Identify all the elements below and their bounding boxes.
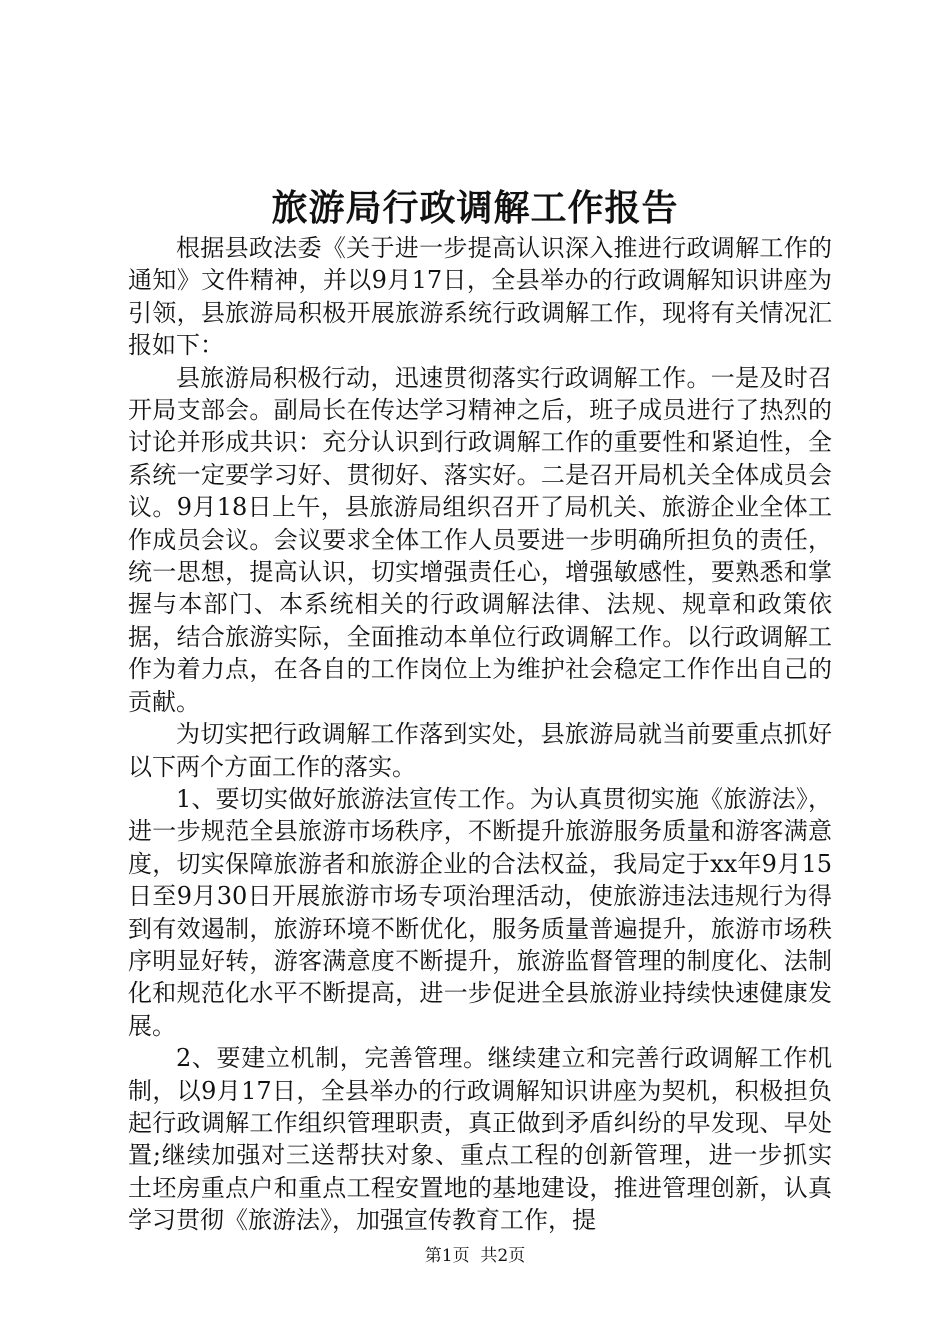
paragraph-focus: 为切实把行政调解工作落到实处，县旅游局就当前要重点抓好以下两个方面工作的落实。 [128, 720, 832, 781]
paragraph-actions: 县旅游局积极行动，迅速贯彻落实行政调解工作。一是及时召开局支部会。副局长在传达学习精神之后，班子成员进行了热烈的讨论并形成共识：充分认识到行政调解工作的重要性和紧迫性，全系统一定要学习好、贯彻好、落实好。二是召开局机关全体成员会议。9月18日上午，县旅游局组织召开了局机关、旅游企业全体工作成员会议。会议要求全体工作人员要进一步明确所担负的责任，统一思想，提高认识，切实增强责任心，增强敏感性，要熟悉和掌握与本部门、本系统相关的行政调解法律、法规、规章和政策依据，结合旅游实际，全面推动本单位行政调解工作。以行政调解工作为着力点，在各自的工作岗位上为维护社会稳定工作作出自己的贡献。 [128, 363, 832, 716]
page-number: 第1页 [424, 1246, 470, 1266]
page-footer [0, 1245, 950, 1267]
document-body [128, 232, 832, 1237]
page-total: 共2页 [480, 1246, 526, 1266]
paragraph-item-2: 2、要建立机制，完善管理。继续建立和完善行政调解工作机制，以9月17日，全县举办的行政调解知识讲座为契机，积极担负起行政调解工作组织管理职责，真正做到矛盾纠纷的早发现、早处置;继续加强对三送帮扶对象、重点工程的创新管理，进一步抓实土坯房重点户和重点工程安置地的基地建设，推进管理创新，认真学习贯彻《旅游法》，加强宣传教育工作，提 [128, 1044, 832, 1235]
paragraph-intro: 根据县政法委《关于进一步提高认识深入推进行政调解工作的通知》文件精神，并以9月17日，全县举办的行政调解知识讲座为引领，县旅游局积极开展旅游系统行政调解工作，现将有关情况汇报如下： [128, 234, 832, 360]
document-title: 旅游局行政调解工作报告 [271, 187, 679, 229]
paragraph-item-1: 1、要切实做好旅游法宣传工作。为认真贯彻实施《旅游法》，进一步规范全县旅游市场秩序，不断提升旅游服务质量和游客满意度，切实保障旅游者和旅游企业的合法权益，我局定于xx年9月15日至9月30日开展旅游市场专项治理活动，使旅游违法违规行为得到有效遏制，旅游环境不断优化，服务质量普遍提升，旅游市场秩序明显好转，游客满意度不断提升，旅游监督管理的制度化、法制化和规范化水平不断提高，进一步促进全县旅游业持续快速健康发展。 [128, 784, 832, 1040]
